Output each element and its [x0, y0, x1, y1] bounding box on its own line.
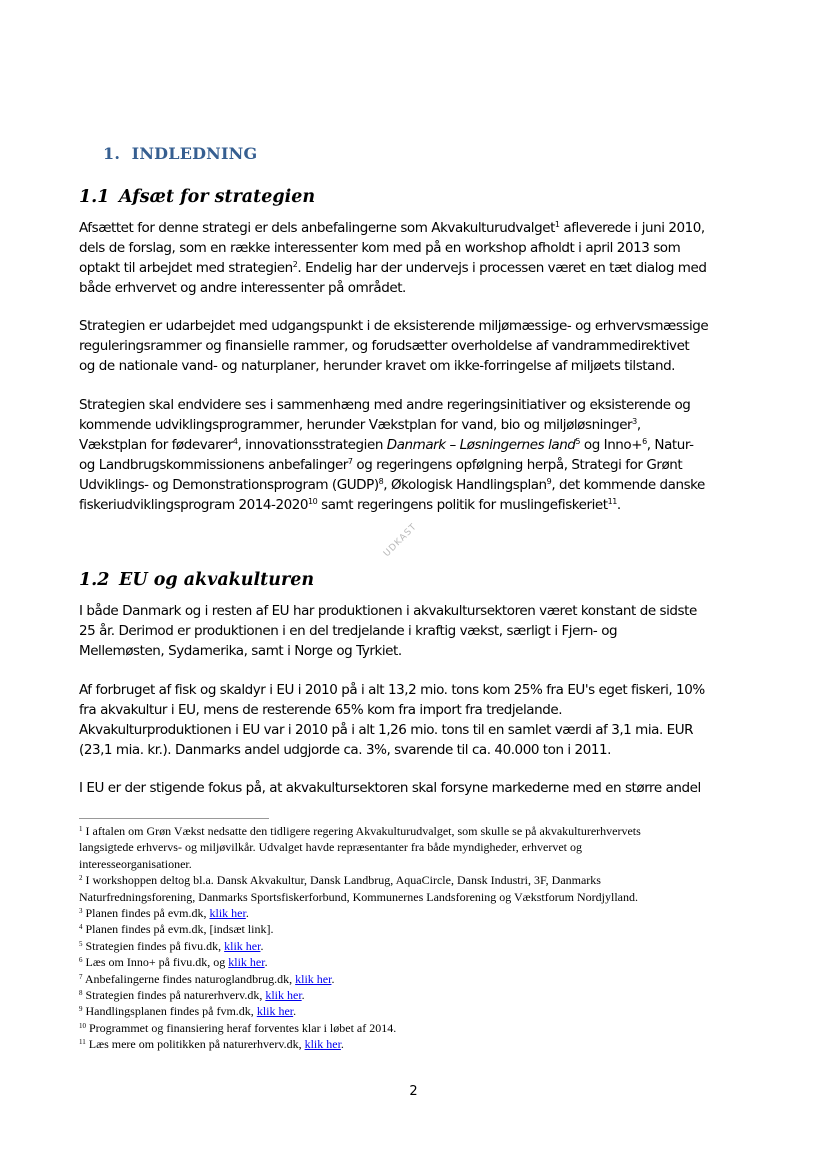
footnote-ref[interactable]: 11 — [607, 497, 617, 506]
footnote-ref[interactable]: 6 — [642, 437, 647, 446]
footnote-number: 4 — [79, 923, 83, 932]
footnote-number: 8 — [79, 989, 83, 998]
text-line: (23,1 mia. kr.). Danmarks andel udgjorde ca. 3%, svarende til ca. 40.000 ton i 2011. — [79, 742, 611, 758]
section-number: 1.2 — [79, 570, 110, 590]
section-number: 1.1 — [79, 187, 110, 207]
footnote-number: 7 — [79, 972, 83, 981]
footnote: $^7$ Anbefalingerne findes naturoglandbrug.dk, klik her. — [79, 971, 335, 986]
footnote-number: 9 — [79, 1005, 83, 1014]
footnote: $^8$ Strategien findes på naturerhverv.dk, klik her. — [79, 988, 305, 1003]
text-line: Udviklings- og Demonstrationsprogram (GUDP)$^8$, Økologisk Handlingsplan$^9$, det kommende danske — [79, 477, 705, 493]
section-title: EU og akvakulturen — [119, 570, 315, 590]
footnote-number: 5 — [79, 939, 83, 948]
text-line: kommende udviklingsprogrammer, herunder Vækstplan for vand, bio og miljøløsninger$^3$, — [79, 417, 641, 433]
footnote-number: 1 — [79, 825, 83, 833]
footnote-link[interactable]: klik her — [265, 988, 302, 1003]
text-line: 25 år. Derimod er produktionen i en del tredjelande i kraftig vækst, særligt i Fjern- og — [79, 623, 618, 639]
chapter-title: INDLEDNING — [131, 144, 258, 163]
footnote-number: 2 — [79, 874, 83, 883]
footnote-link[interactable]: klik her — [256, 1004, 294, 1019]
text-line: fra akvakultur i EU, mens de resterende 65% kom fra import fra tredjelande. — [79, 702, 563, 718]
footnote-link[interactable]: klik her — [209, 906, 246, 921]
text-line: Af forbruget af fisk og skaldyr i EU i 2010 på i alt 13,2 mio. tons kom 25% fra EU's eget fiskeri, 10% — [79, 682, 705, 698]
footnote-link[interactable]: klik her — [304, 1037, 341, 1052]
chapter-number: 1. — [103, 144, 121, 163]
italic-title: Danmark – Løsningernes land — [386, 437, 576, 453]
text-line: og de nationale vand- og naturplaner, herunder kravet om ikke-forringelse af miljøets tilstand. — [79, 358, 676, 374]
footnote-ref[interactable]: 5 — [575, 437, 581, 446]
text-line: I både Danmark og i resten af EU har produktionen i akvakultursektoren været konstant de sidste — [79, 603, 697, 619]
text-line: Mellemøsten, Sydamerika, samt i Norge og Tyrkiet. — [79, 643, 402, 659]
text-line: Vækstplan for fødevarer$^4$, innovationsstrategien Danmark – Løsningernes land$^5$ og Inno+$^6$, Natur- — [79, 437, 694, 453]
footnote-ref[interactable]: 4 — [232, 437, 238, 446]
text-line: både erhvervet og andre interessenter på området. — [79, 280, 406, 296]
footnote: $^6$ Læs om Inno+ på fivu.dk, og klik her. — [79, 955, 268, 970]
footnote: $^2$ I workshoppen deltog bl.a. Dansk Akvakultur, Dansk Landbrug, AquaCircle, Dansk Industri, 3F, Danmarks Naturfredningsforening, Danmarks Sportsfiskerforbund, Kommunernes Landsforening og Vækstforum Nordjylland. — [79, 873, 639, 904]
footnote-ref[interactable]: 8 — [378, 477, 384, 486]
paragraph-rammer — [79, 316, 751, 376]
text-line: og Landbrugskommissionens anbefalinger$^7$ og regeringens opfølgning herpå, Strategi for Grønt — [79, 457, 683, 473]
chapter-heading — [103, 144, 257, 163]
section-title: Afsæt for strategien — [119, 187, 316, 207]
footnote-link[interactable]: klik her — [228, 955, 265, 970]
text-line: optakt til arbejdet med strategien$^2$. Endelig har der undervejs i processen været en tæt dialog med — [79, 260, 707, 276]
draft-watermark: UDKAST — [382, 521, 420, 560]
footnote-ref[interactable]: 2 — [292, 260, 298, 269]
footnotes — [79, 823, 759, 1053]
text-line: Akvakulturproduktionen i EU var i 2010 på i alt 1,26 mio. tons til en samlet værdi af 3,1 mia. EUR — [79, 722, 694, 738]
text-line: I EU er der stigende fokus på, at akvakultursektoren skal forsyne markederne med en større andel — [79, 780, 701, 796]
footnote: $^3$ Planen findes på evm.dk, klik her. — [79, 906, 249, 921]
paragraph-sammenhaeng — [79, 395, 751, 515]
text-line: fiskeriudviklingsprogram 2014-2020$^{10}$ samt regeringens politik for muslingefiskeriet$^{11}$. — [79, 497, 621, 513]
section-heading-1-1 — [79, 187, 315, 207]
text-line: Strategien skal endvidere ses i sammenhæng med andre regeringsinitiativer og eksisterende og — [79, 397, 691, 413]
footnote-number: 11 — [79, 1038, 86, 1047]
footnote-link[interactable]: klik her — [295, 971, 332, 986]
paragraph-produktion — [79, 601, 751, 661]
footnote-number: 10 — [79, 1021, 86, 1030]
text-line: reguleringsrammer og finansielle rammer, og forudsætter overholdelse af vandrammedirektivet — [79, 338, 690, 354]
text-line: dels de forslag, som en række interessenter kom med på en workshop afholdt i april 2013 som — [79, 240, 681, 256]
page-number: 2 — [409, 1084, 418, 1099]
footnote-separator — [79, 818, 269, 819]
footnote-number: 3 — [79, 907, 83, 916]
footnote-ref[interactable]: 9 — [546, 477, 552, 486]
footnote-ref[interactable]: 3 — [632, 417, 637, 426]
footnote: $^1$ I aftalen om Grøn Vækst nedsatte den tidligere regering Akvakulturudvalget, som skulle se på akvakulturerhvervets langsigtede erhvervs- og miljøvilkår. Udvalget havde repræsentanter fra både myndigheder, erhvervet og interesseorganisationer. — [79, 824, 641, 871]
text-line: Afsættet for denne strategi er dels anbefalingerne som Akvakulturudvalget$^1$ afleverede i juni 2010, — [79, 220, 705, 236]
footnote-link[interactable]: klik her — [224, 938, 261, 953]
footnote: $^9$ Handlingsplanen findes på fvm.dk, klik her. — [79, 1004, 297, 1019]
text-line: Strategien er udarbejdet med udgangspunkt i de eksisterende miljømæssige- og erhvervsmæssige — [79, 318, 709, 334]
footnote: $^4$ Planen findes på evm.dk, [indsæt link]. — [79, 922, 274, 937]
footnote-number: 6 — [79, 956, 83, 965]
footnote: $^{10}$ Programmet og finansiering heraf forventes klar i løbet af 2014. — [79, 1020, 397, 1035]
footnote-ref[interactable]: 1 — [554, 220, 560, 229]
footnote: $^{11}$ Læs mere om politikken på naturerhverv.dk, klik her. — [79, 1037, 344, 1052]
footnote-ref[interactable]: 7 — [347, 457, 353, 466]
footnote-ref[interactable]: 10 — [308, 497, 318, 506]
paragraph-forbrug — [79, 680, 751, 760]
paragraph-eu-fokus — [79, 778, 751, 798]
footnote: $^5$ Strategien findes på fivu.dk, klik her. — [79, 938, 264, 953]
paragraph-afsaet — [79, 218, 751, 298]
section-heading-1-2 — [79, 570, 314, 590]
